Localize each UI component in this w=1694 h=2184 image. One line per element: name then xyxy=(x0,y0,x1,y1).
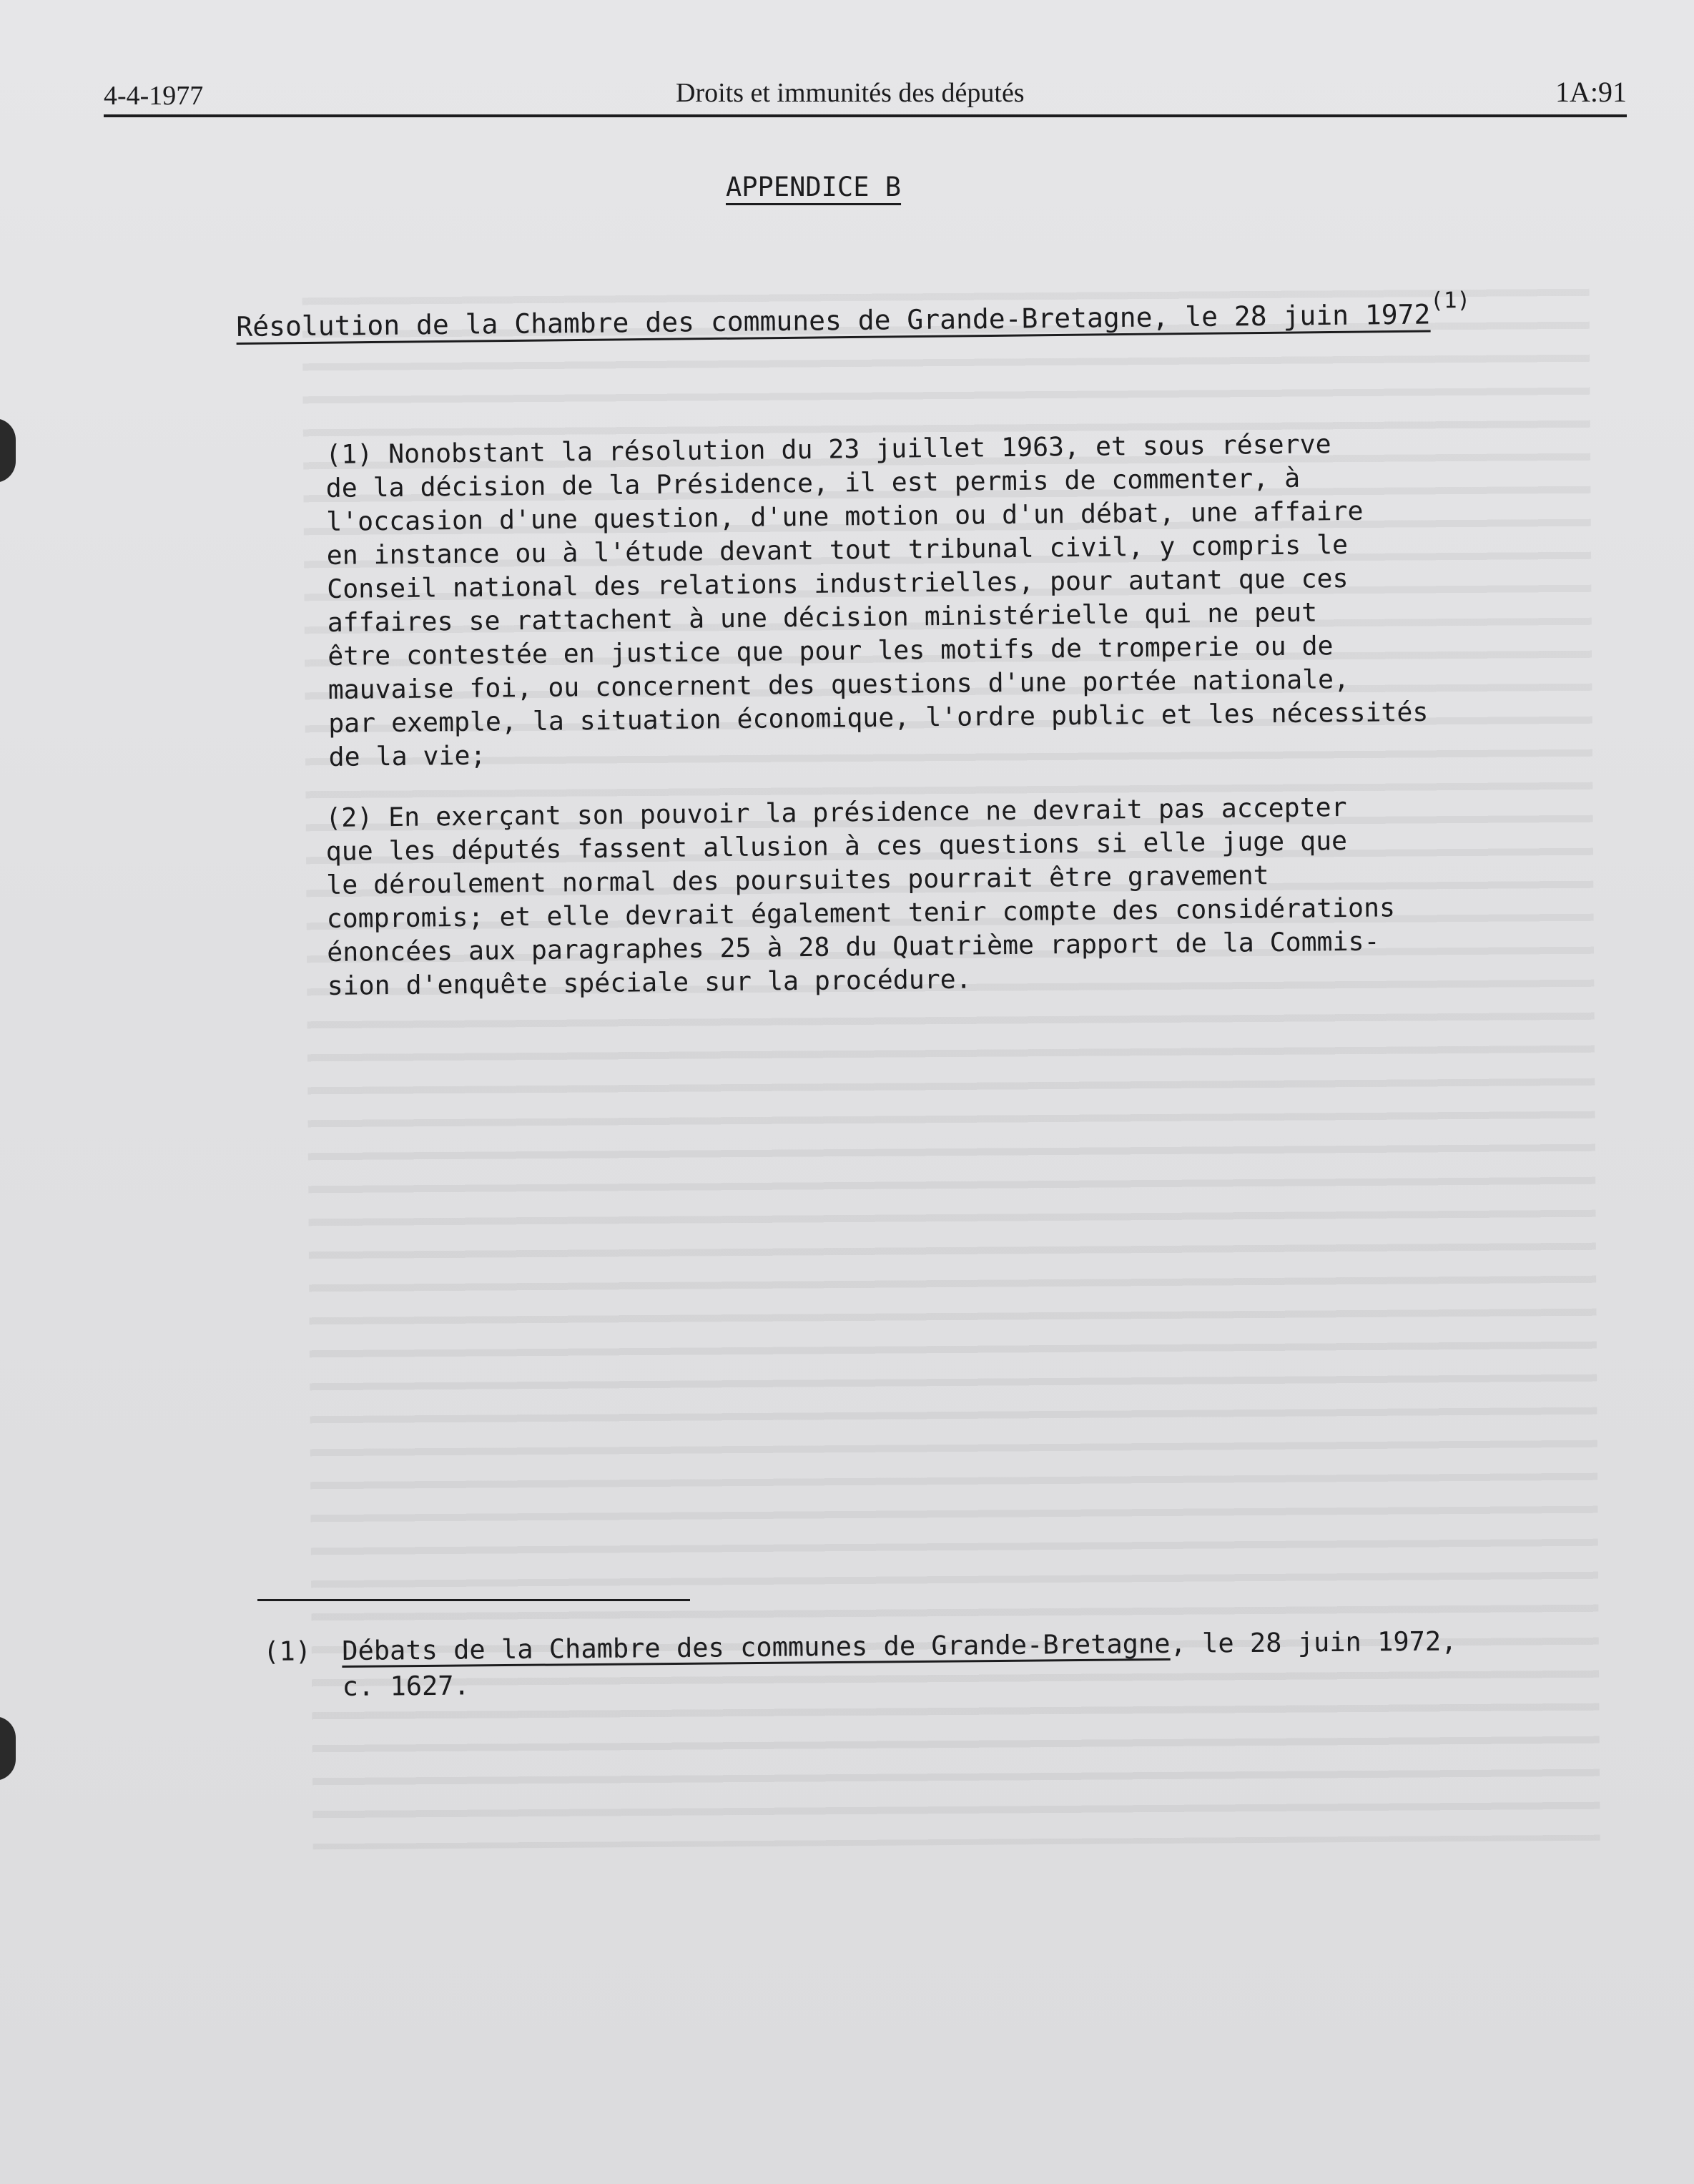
binder-hole-top xyxy=(0,418,16,483)
appendix-title: APPENDICE B xyxy=(726,172,902,202)
paragraph-1: (1) Nonobstant la résolution du 23 juillet 1963, et sous réserve de la décision de la Présidence, il est permis de commenter, à l'occasion d'une question, d'une motion ou d'un débat, une affaire en instance ou à l'étude devant tout tribunal civil, y compris le Conseil national des relations industrielles, pour autant que ces affaires se rattachent à une décision ministérielle qui ne peut être contestée en justice que pour les motifs de tromperie ou de mauvaise foi, ou concernent des questions d'une portée nationale, par exemple, la situation économique, l'ordre public et les nécessités de la vie; xyxy=(325,428,1429,772)
binder-hole-bottom xyxy=(0,1716,16,1781)
footnote-text xyxy=(342,1623,1544,1705)
header-page-number: 1A:91 xyxy=(1555,76,1627,108)
footnote-number: (1) xyxy=(263,1635,312,1667)
page-header xyxy=(104,72,1627,117)
footnote-source-title: Débats de la Chambre des communes de Grande-Bretagne xyxy=(342,1628,1171,1667)
resolution-title-text: Résolution de la Chambre des communes de Grande-Bretagne, le 28 juin 1972 xyxy=(236,298,1431,343)
resolution-title xyxy=(236,287,1471,343)
resolution-footnote-ref: (1) xyxy=(1430,287,1471,314)
footnote-column: c. 1627. xyxy=(342,1670,471,1703)
footnote xyxy=(263,1623,1550,1703)
header-title: Droits et immunités des députés xyxy=(676,78,1025,108)
footnote-separator xyxy=(257,1599,690,1601)
paragraph-2: (2) En exerçant son pouvoir la présidence ne devrait pas accepter que les députés fassent allusion à ces questions si elle juge que le déroulement normal des poursuites pourrait être gravement compromis; et elle devrait également tenir compte des considérations énoncées aux paragraphes 25 à 28 du Quatrième rapport de la Commis- sion d'enquête spéciale sur la procédure. xyxy=(325,792,1396,1001)
footnote-date: , le 28 juin 1972, xyxy=(1170,1625,1457,1659)
header-date: 4-4-1977 xyxy=(104,81,204,111)
